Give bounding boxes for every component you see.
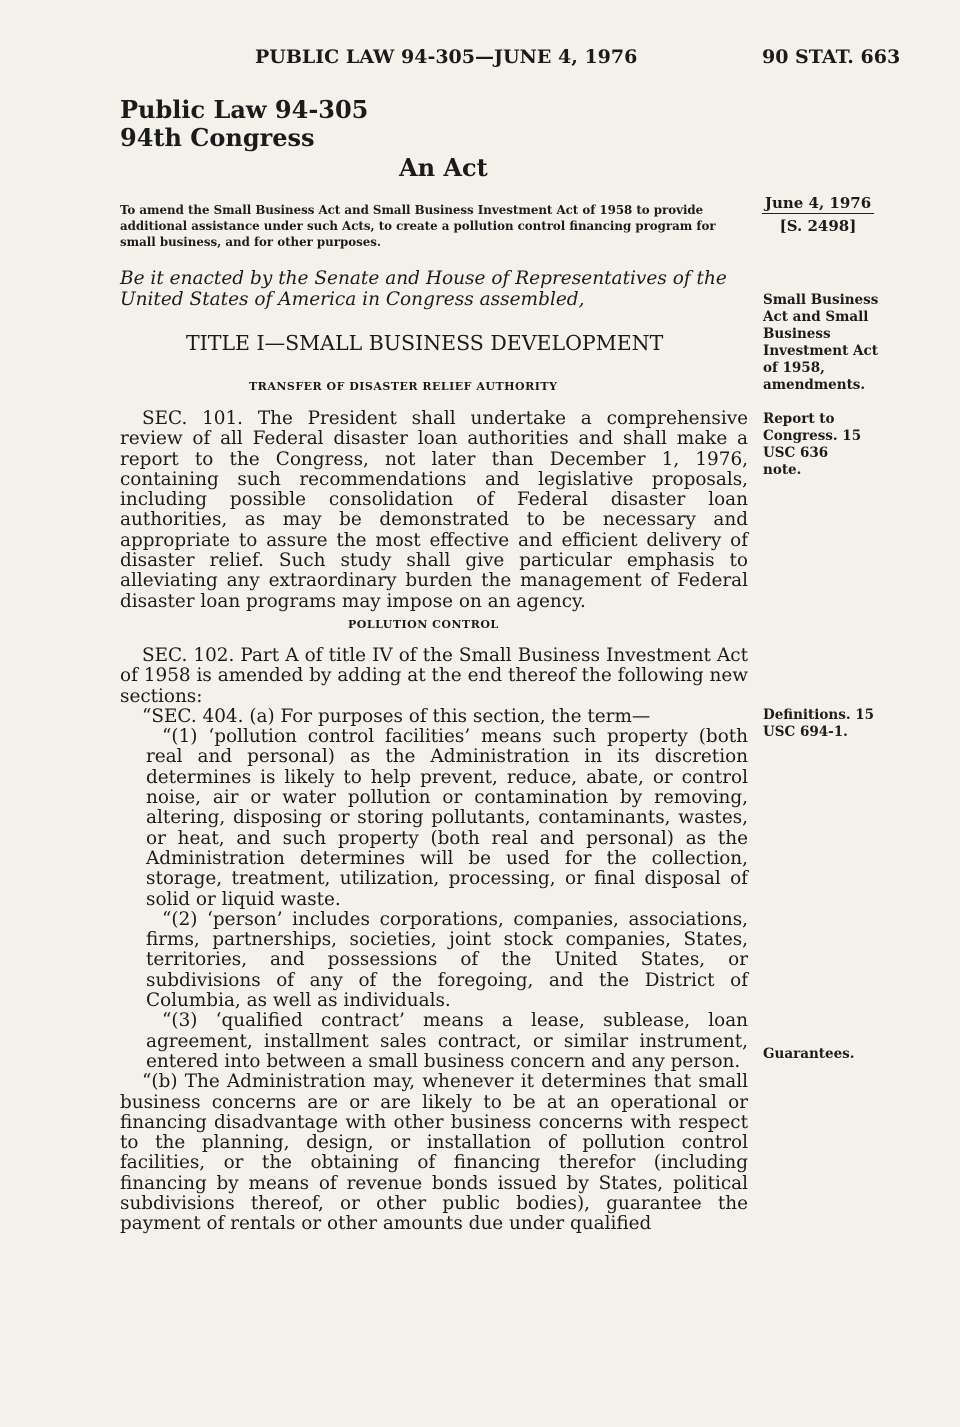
pollution-control-heading: POLLUTION CONTROL	[348, 618, 499, 631]
definition-3: “(3) ‘qualified contract’ means a lease, sublease, loan agreement, installment sales contract, or similar instrument, entered into between a small business concern and any person.	[146, 1010, 748, 1072]
margin-note-amendments: Small Business Act and Small Business Investment Act of 1958, amendments.	[763, 292, 879, 393]
section-102-text: SEC. 102. Part A of title IV of the Small Business Investment Act of 1958 is amended by adding at the end thereof the following new sections:	[120, 645, 748, 707]
enacting-clause: Be it enacted by the Senate and House of Representatives of the United States of America in Congress assembled,	[120, 268, 727, 310]
law-identification	[120, 96, 368, 152]
stat-page-number: 90 STAT. 663	[762, 46, 901, 68]
bill-number: [S. 2498]	[779, 217, 857, 235]
section-101	[120, 409, 748, 612]
subsection-b: “(b) The Administration may, whenever it determines that small business concerns are or are likely to be at an operational or financing disadvantage with other business concerns with respect to the planning, design, or installation of pollution control facilities, or the obtaining of financing therefor (including financing by means of revenue bonds issued by States, political subdivisions thereof, or other public bodies), guarantee the payment of rentals or other amounts due under qualified	[120, 1071, 748, 1235]
margin-note-definitions: Definitions. 15 USC 694-1.	[763, 707, 875, 740]
section-101-text: SEC. 101. The President shall undertake a comprehensive review of all Federal disaster loan authorities and shall make a report to the Congress, not later than December 1, 1976, containing such recommendations and legislative proposals, including possible consolidation of Federal disaster loan authorities, as may be demonstrated to be necessary and appropriate to assure the most effective and efficient delivery of disaster relief. Such study shall give particular emphasis to alleviating any extraordinary burden the management of Federal disaster loan programs may impose on an agency.	[120, 408, 748, 612]
enactment-date: June 4, 1976	[762, 194, 874, 214]
section-404a-text: “SEC. 404. (a) For purposes of this section, the term—	[142, 705, 651, 727]
section-102	[120, 646, 748, 1235]
margin-note-report: Report to Congress. 15 USC 636 note.	[763, 411, 862, 478]
congress-number: 94th Congress	[120, 123, 315, 152]
definition-1: “(1) ‘pollution control facilities’ means such property (both real and personal) as the Administration in its discretion determines is likely to help prevent, reduce, abate, or control noise, air or water pollution or contamination by removing, altering, disposing or storing pollutants, contaminants, wastes, or heat, and such property (both real and personal) as the Administration determines will be used for the collection, storage, treatment, utilization, processing, or final disposal of solid or liquid waste.	[146, 726, 748, 910]
act-label: An Act	[399, 153, 488, 182]
margin-note-guarantees: Guarantees.	[763, 1046, 855, 1062]
enactment-date-box	[762, 194, 874, 235]
title-heading: TITLE I—SMALL BUSINESS DEVELOPMENT	[186, 331, 664, 355]
public-law-number: Public Law 94-305	[120, 95, 369, 124]
transfer-heading: TRANSFER OF DISASTER RELIEF AUTHORITY	[249, 380, 558, 393]
act-purpose: To amend the Small Business Act and Small Business Investment Act of 1958 to provide additional assistance under such Acts, to create a pollution control financing program for small business, and for other purposes.	[120, 203, 716, 249]
definition-2: “(2) ‘person’ includes corporations, companies, associations, firms, partnerships, societies, joint stock companies, States, territories, and possessions of the United States, or subdivisions of any of the foregoing, and the District of Columbia, as well as individuals.	[146, 908, 748, 1012]
running-title: PUBLIC LAW 94-305—JUNE 4, 1976	[255, 46, 638, 68]
